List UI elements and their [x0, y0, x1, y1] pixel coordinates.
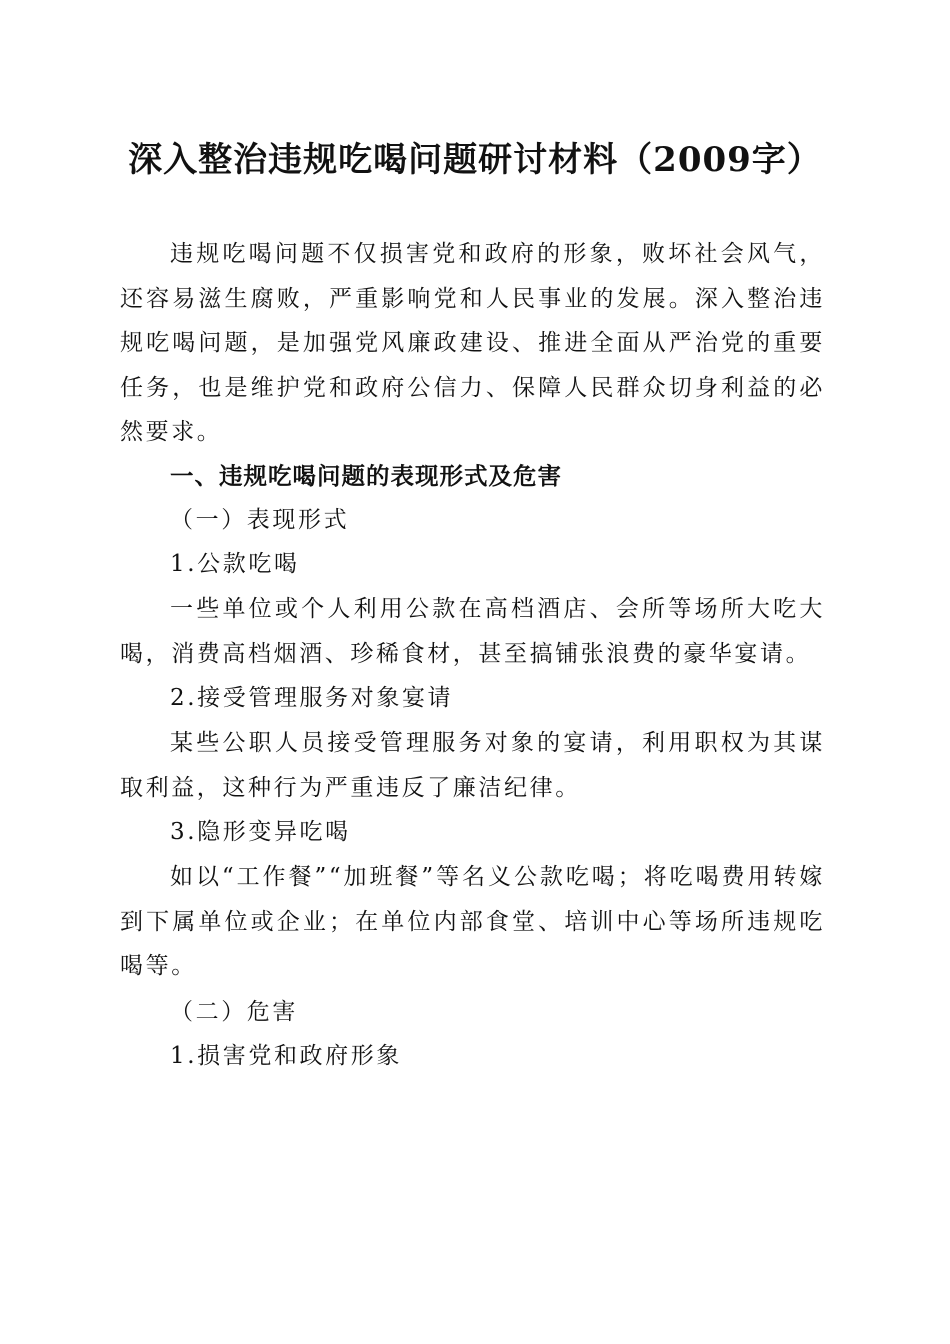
subsection-heading-harms: （二）危害 [170, 999, 298, 1025]
item-heading-public-funds: 1.公款吃喝 [170, 551, 300, 577]
item-heading-banquets: 2.接受管理服务对象宴请 [170, 685, 454, 711]
item-text-banquets: 某些公职人员接受管理服务对象的宴请，利用职权为其谋取利益，这种行为严重违反了廉洁纪律。 [120, 730, 825, 801]
section-heading-1: 一、违规吃喝问题的表现形式及危害 [170, 462, 562, 490]
item-text-hidden: 如以“工作餐”“加班餐”等名义公款吃喝；将吃喝费用转嫁到下属单位或企业；在单位内部食堂、培训中心等场所违规吃喝等。 [120, 864, 825, 979]
intro-paragraph: 违规吃喝问题不仅损害党和政府的形象，败坏社会风气，还容易滋生腐败，严重影响党和人民事业的发展。深入整治违规吃喝问题，是加强党风廉政建设、推进全面从严治党的重要任务，也是维护党和政府公信力、保障人民群众切身利益的必然要求。 [120, 241, 825, 445]
harm-heading-image: 1.损害党和政府形象 [170, 1043, 402, 1069]
item-text-public-funds: 一些单位或个人利用公款在高档酒店、会所等场所大吃大喝，消费高档烟酒、珍稀食材，甚至搞铺张浪费的豪华宴请。 [120, 596, 825, 667]
subsection-heading-forms: （一）表现形式 [170, 507, 350, 533]
item-heading-hidden: 3.隐形变异吃喝 [170, 819, 351, 845]
document-title: 深入整治违规吃喝问题研讨材料（2009字） [128, 140, 822, 180]
